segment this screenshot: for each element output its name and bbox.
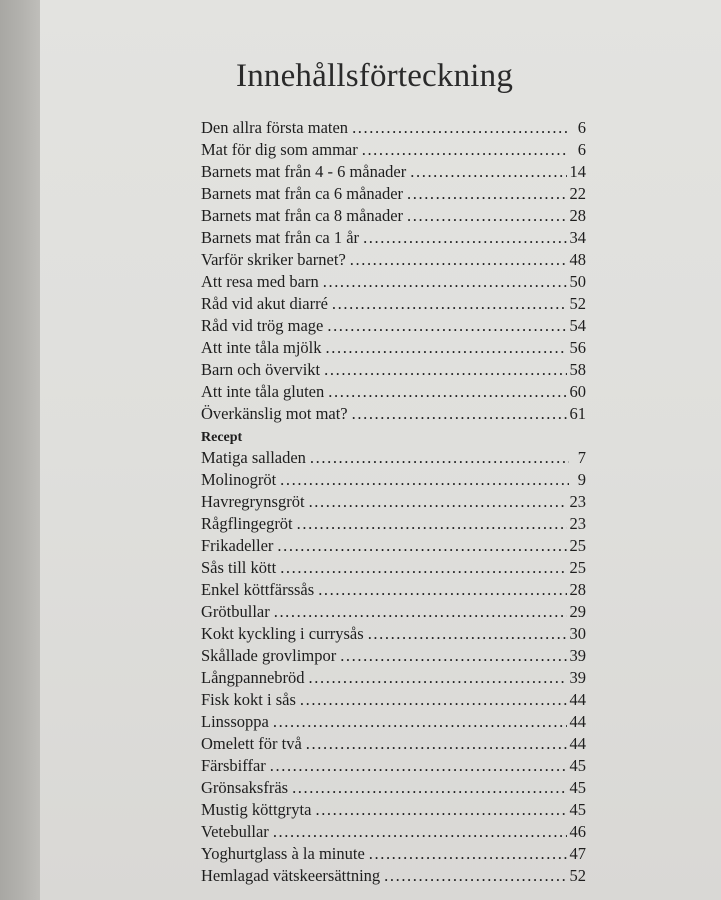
dot-leader <box>407 206 566 226</box>
toc-entry-title: Att inte tåla gluten <box>201 382 325 401</box>
dot-leader <box>324 360 566 380</box>
toc-entry-page-number: 28 <box>569 206 586 225</box>
page-title: Innehållsförteckning <box>236 58 514 94</box>
section-heading: Recept <box>201 430 243 445</box>
toc-entry-page-number: 23 <box>569 492 586 511</box>
toc-entry-title: Mustig köttgryta <box>201 800 312 819</box>
toc-entry-page-number: 52 <box>569 866 586 885</box>
toc-entry <box>201 800 586 822</box>
toc-entry-page-number: 28 <box>569 580 586 599</box>
toc-entry-title: Omelett för två <box>201 734 302 753</box>
toc-entry <box>201 668 586 690</box>
dot-leader <box>384 866 566 886</box>
dot-leader <box>410 162 566 182</box>
toc-entry-page-number: 52 <box>569 294 586 313</box>
dot-leader <box>350 250 567 270</box>
dot-leader <box>363 228 566 248</box>
toc-entry <box>201 404 586 426</box>
toc-entry-title: Hemlagad vätskeersättning <box>201 866 381 885</box>
toc-entry-title: Havregrynsgröt <box>201 492 305 511</box>
toc-entry <box>201 734 586 756</box>
toc-entry-page-number: 54 <box>569 316 586 335</box>
dot-leader <box>326 338 567 358</box>
toc-entry-title: Färsbiffar <box>201 756 266 775</box>
dot-leader <box>270 756 567 776</box>
toc-entry-title: Att resa med barn <box>201 272 319 291</box>
dot-leader <box>328 382 566 402</box>
dot-leader <box>277 536 566 556</box>
toc-entry-page-number: 14 <box>569 162 586 181</box>
toc-entry-page-number: 44 <box>569 712 586 731</box>
toc-entry <box>201 338 586 360</box>
toc-entry <box>201 536 586 558</box>
toc-entry-title: Den allra första maten <box>201 118 349 137</box>
dot-leader <box>327 316 566 336</box>
toc-entry-title: Kokt kyckling i currysås <box>201 624 364 643</box>
toc-entry-page-number: 39 <box>569 646 586 665</box>
toc-entry <box>201 360 586 382</box>
toc-entry <box>201 866 586 888</box>
toc-entry-page-number: 34 <box>569 228 586 247</box>
toc-entry-page-number: 29 <box>569 602 586 621</box>
toc-entry-page-number: 44 <box>569 734 586 753</box>
toc-entry-title: Molinogröt <box>201 470 277 489</box>
toc-entry <box>201 822 586 844</box>
dot-leader <box>340 646 566 666</box>
toc-entry-title: Barnets mat från ca 8 månader <box>201 206 404 225</box>
dot-leader <box>323 272 567 292</box>
toc-entry-title: Att inte tåla mjölk <box>201 338 322 357</box>
toc-entry-title: Barnets mat från ca 6 månader <box>201 184 404 203</box>
dot-leader <box>315 800 566 820</box>
dot-leader <box>273 712 567 732</box>
dot-leader <box>274 602 567 622</box>
toc-entry-title: Frikadeller <box>201 536 274 555</box>
toc-entry <box>201 778 586 800</box>
toc-entry <box>201 756 586 778</box>
toc-entry-title: Grönsaksfräs <box>201 778 289 797</box>
dot-leader <box>273 822 567 842</box>
dot-leader <box>306 734 567 754</box>
table-of-contents <box>201 118 586 888</box>
toc-entry-title: Grötbullar <box>201 602 270 621</box>
dot-leader <box>297 514 567 534</box>
dot-leader <box>352 404 567 424</box>
toc-entry-title: Mat för dig som ammar <box>201 140 358 159</box>
toc-entry-title: Sås till kött <box>201 558 277 577</box>
toc-entry <box>201 206 586 228</box>
dot-leader <box>332 294 567 314</box>
toc-entry <box>201 624 586 646</box>
dot-leader <box>292 778 566 798</box>
dot-leader <box>369 844 567 864</box>
toc-entry-title: Skållade grovlimpor <box>201 646 337 665</box>
dot-leader <box>362 140 569 160</box>
toc-entry <box>201 492 586 514</box>
toc-entry-title: Matiga salladen <box>201 448 306 467</box>
dot-leader <box>280 470 569 490</box>
toc-entry-title: Råd vid trög mage <box>201 316 324 335</box>
toc-entry <box>201 184 586 206</box>
toc-entry-page-number: 22 <box>569 184 586 203</box>
toc-entry-page-number: 61 <box>569 404 586 423</box>
toc-entry <box>201 690 586 712</box>
toc-entry-page-number: 6 <box>577 140 586 159</box>
toc-entry-title: Råd vid akut diarré <box>201 294 328 313</box>
toc-entry-page-number: 45 <box>569 800 586 819</box>
toc-entry-page-number: 25 <box>569 558 586 577</box>
toc-entry <box>201 514 586 536</box>
dot-leader <box>280 558 566 578</box>
toc-entry-page-number: 44 <box>569 690 586 709</box>
toc-entry <box>201 162 586 184</box>
toc-entry-page-number: 30 <box>569 624 586 643</box>
toc-entry-page-number: 23 <box>569 514 586 533</box>
toc-entry-page-number: 39 <box>569 668 586 687</box>
dot-leader <box>300 690 567 710</box>
toc-entry-page-number: 60 <box>569 382 586 401</box>
dot-leader <box>318 580 566 600</box>
toc-entry <box>201 294 586 316</box>
toc-entry-title: Barnets mat från ca 1 år <box>201 228 360 247</box>
book-page <box>40 0 721 900</box>
toc-entry-page-number: 48 <box>569 250 586 269</box>
toc-entry-page-number: 50 <box>569 272 586 291</box>
toc-entry <box>201 316 586 338</box>
toc-entry-title: Överkänslig mot mat? <box>201 404 348 423</box>
toc-entry-page-number: 25 <box>569 536 586 555</box>
toc-entry <box>201 448 586 470</box>
toc-entry-title: Yoghurtglass à la minute <box>201 844 365 863</box>
toc-entry-page-number: 6 <box>577 118 586 137</box>
toc-entry-title: Linssoppa <box>201 712 269 731</box>
toc-entry <box>201 844 586 866</box>
toc-entry <box>201 646 586 668</box>
toc-entry-title: Barn och övervikt <box>201 360 321 379</box>
toc-entry-page-number: 58 <box>569 360 586 379</box>
book-spine-edge <box>0 0 44 900</box>
toc-entry <box>201 558 586 580</box>
dot-leader <box>310 448 569 468</box>
toc-entry <box>201 580 586 602</box>
toc-entry-page-number: 9 <box>577 470 586 489</box>
toc-entry <box>201 140 586 162</box>
toc-entry <box>201 118 586 140</box>
toc-entry-title: Långpannebröd <box>201 668 305 687</box>
toc-entry-page-number: 46 <box>569 822 586 841</box>
toc-entry <box>201 382 586 404</box>
toc-entry <box>201 228 586 250</box>
toc-entry-page-number: 45 <box>569 778 586 797</box>
toc-entry-title: Enkel köttfärssås <box>201 580 315 599</box>
toc-entry-title: Vetebullar <box>201 822 269 841</box>
dot-leader <box>407 184 566 204</box>
toc-entry-page-number: 7 <box>577 448 586 467</box>
toc-entry-page-number: 56 <box>569 338 586 357</box>
toc-entry-title: Varför skriker barnet? <box>201 250 346 269</box>
toc-entry <box>201 250 586 272</box>
toc-entry-title: Rågflingegröt <box>201 514 293 533</box>
dot-leader <box>309 668 567 688</box>
toc-entry-title: Barnets mat från 4 - 6 månader <box>201 162 407 181</box>
toc-entry <box>201 712 586 734</box>
dot-leader <box>309 492 567 512</box>
toc-entry <box>201 602 586 624</box>
toc-entry-page-number: 47 <box>569 844 586 863</box>
toc-entry-page-number: 45 <box>569 756 586 775</box>
dot-leader <box>352 118 569 138</box>
toc-entry-title: Fisk kokt i sås <box>201 690 296 709</box>
toc-entry <box>201 272 586 294</box>
dot-leader <box>368 624 567 644</box>
toc-entry <box>201 470 586 492</box>
